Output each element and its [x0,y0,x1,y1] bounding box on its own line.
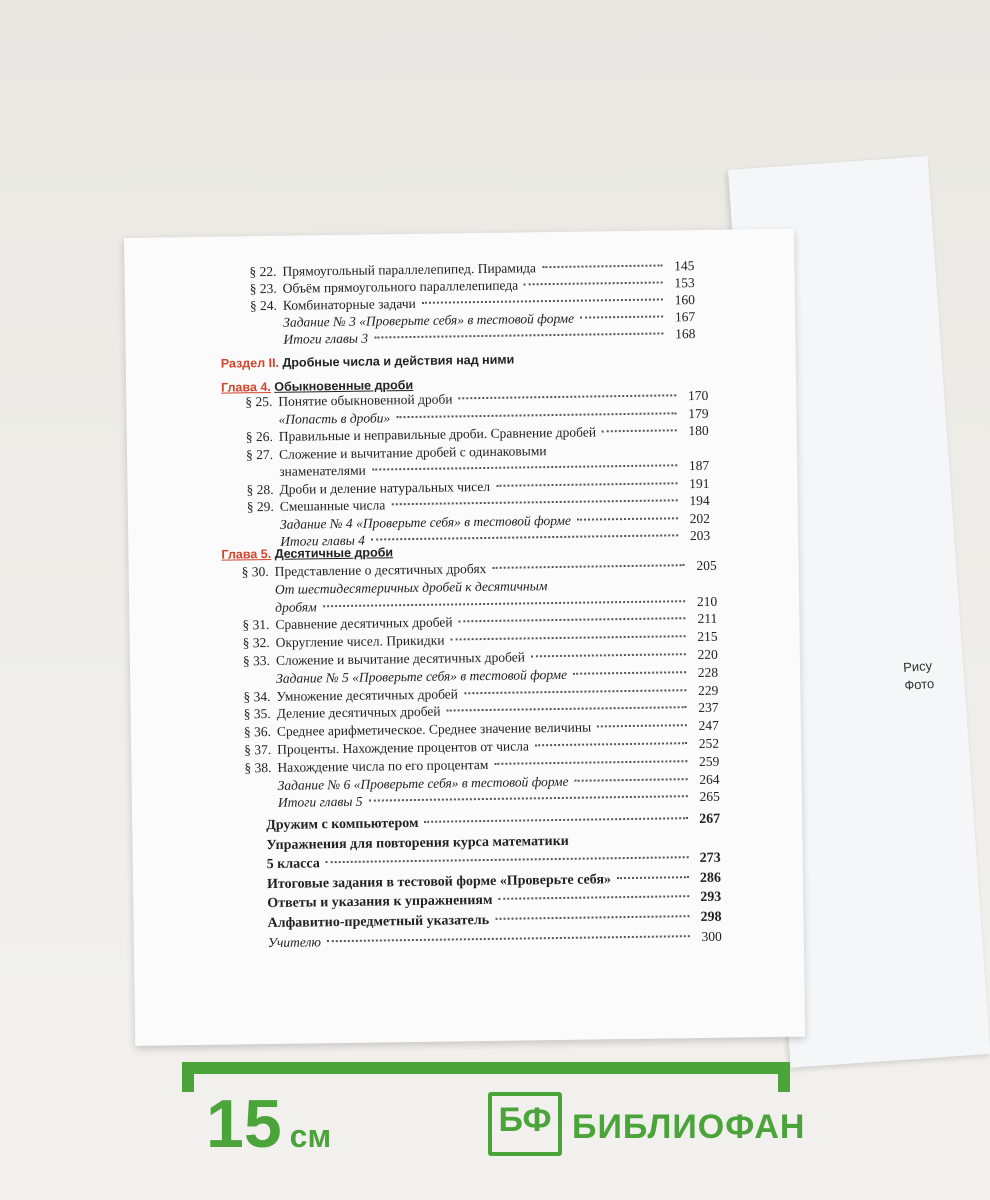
brand-logo-text: БФ [498,1101,552,1139]
toc-entry-page: 210 [696,593,718,609]
toc-entry-title: дробям [275,598,317,615]
toc-entry-title: Итоги главы 3 [283,330,369,347]
adjacent-text-line-2: Фото [903,675,935,693]
toc-leader-dots [575,778,688,782]
toc-entry-title: Итоги главы 4 [280,532,366,549]
toc-entry-title: Задание № 6 «Проверьте себя» в тестовой форме [277,773,569,793]
size-label [206,1085,331,1163]
chapter4-prefix: Глава 4. [221,379,271,395]
toc-entry-title: Алфавитно-предметный указатель [267,912,490,931]
toc-entry-number: § 29. [246,498,274,515]
adjacent-page-text [903,657,935,695]
toc-leader-dots [498,895,689,900]
toc-entry-title: Задание № 5 «Проверьте себя» в тестовой форме [276,666,568,686]
adjacent-text-line-1: Рису [902,657,933,675]
toc-entry-page: 215 [697,628,718,645]
toc-leader-dots [447,707,687,712]
toc-entry-title: Понятие обыкновенной дроби [278,391,453,409]
toc-entry-page: 237 [698,700,719,716]
toc-entry-page: 180 [688,422,709,439]
toc-entry-page: 167 [674,309,696,325]
toc-entry-page: 170 [687,387,709,404]
toc-leader-dots [458,394,676,399]
toc-entry-page: 203 [689,527,711,544]
toc-entry-title: Итоговые задания в тестовой форме «Проверьте себя» [266,871,612,892]
toc-entry-number: § 33. [242,653,271,669]
size-unit: см [289,1118,332,1154]
toc-entry-number: § 34. [243,688,271,704]
toc-entry-page: 153 [674,275,695,291]
toc-entry-number: § 22. [249,263,277,280]
toc-leader-dots [369,796,688,802]
toc-leader-dots [531,653,686,657]
toc-entry-page: 298 [700,909,722,925]
toc-entry-title: «Попасть в дроби» [278,409,391,427]
toc-entry-page: 168 [675,326,696,342]
toc-entry-number [224,807,272,808]
toc-entry-number [235,344,277,345]
toc-leader-dots [327,935,690,942]
section-heading [221,353,515,371]
toc-leader-dots [323,600,685,607]
toc-entry-title: Ответы и указания к упражнениям [267,892,493,912]
chapter5-heading [221,545,393,561]
toc-entry-number: § 31. [242,617,270,633]
chapter4-title: Обыкновенные дроби [274,377,414,394]
toc-leader-dots [372,464,677,470]
toc-entry-page: 228 [697,664,719,680]
toc-entry-title: Сложение и вычитание дробей с одинаковыми [278,442,547,462]
toc-entry-number: § 23. [249,280,277,297]
toc-entry-page: 273 [699,850,721,867]
toc-entry-number: § 26. [245,428,273,445]
toc-entry-title: Правильные и неправильные дроби. Сравнение дробей [278,424,597,444]
toc-leader-dots [391,499,677,505]
toc-entry-title: Округление чисел. Прикидки [275,632,445,651]
toc-leader-dots [450,635,685,640]
toc-leader-dots [580,315,663,318]
size-value: 15 [206,1086,282,1162]
toc-entry-page: 229 [698,682,719,698]
toc-entry-page: 211 [697,611,718,627]
toc-leader-dots [617,876,689,879]
toc-entry-page: 300 [701,928,722,945]
toc-entry-title: Нахождение числа по его процентам [277,756,489,775]
toc-entry-page: 286 [699,870,722,886]
toc-entry-title: Дроби и деление натуральных чисел [279,478,491,497]
toc-entry-number [220,829,260,830]
toc-entry-title: Комбинаторные задачи [282,295,416,313]
brand-logo [488,1092,562,1156]
toc-entry-title: Прямоугольный параллелепипед. Пирамида [282,260,537,279]
toc-entry-title: знаменателями [279,462,366,479]
toc-leader-dots [602,429,677,432]
toc-leader-dots [492,564,684,569]
toc-leader-dots [495,915,689,920]
toc-entry-number [235,327,277,328]
toc-entry-number [221,868,261,869]
toc-entry-page: 194 [689,492,710,509]
toc-entry-number: § 25. [245,393,273,410]
toc-entry-number [222,927,262,928]
toc-entry-page: 247 [698,717,719,734]
section-prefix: Раздел II. [220,355,280,371]
toc-entry-page: 293 [700,889,722,906]
toc-entry-title: Среднее арифметическое. Среднее значение величины [276,719,592,740]
toc-entry-title: Дружим с компьютером [266,815,419,834]
toc-leader-dots [464,689,686,694]
toc-entry-title: Итоги главы 5 [277,794,363,811]
toc-entry-title: Деление десятичных дробей [276,704,441,722]
toc-leader-dots [496,482,677,487]
toc-leader-dots [422,298,663,303]
toc-entry-number [221,907,261,908]
chapter5-title: Десятичные дроби [274,545,394,561]
toc-leader-dots [374,332,663,338]
toc-entry-number [231,476,273,477]
toc-entry-number [221,849,261,850]
toc-entry-title: Умножение десятичных дробей [276,685,459,704]
toc-entry-number: § 35. [243,706,271,722]
toc-entry-page: 205 [696,557,717,574]
toc-entry-page: 160 [674,292,696,308]
toc-entry-number [224,790,272,791]
toc-entry-title: Сравнение десятичных дробей [275,614,453,633]
toc-leader-dots [573,671,686,675]
toc-entry-page: 191 [689,475,710,491]
toc-leader-dots [494,760,687,765]
toc-entry-page: 264 [699,771,720,787]
toc-leader-dots [371,534,678,540]
toc-entry-number: § 28. [246,481,274,497]
toc-entry-number: § 38. [244,759,272,776]
brand-name: БИБЛИОФАН [572,1108,806,1146]
toc-entry-page: 187 [688,457,710,474]
toc-leader-dots [577,517,678,520]
toc-entry-page: 179 [688,405,709,421]
toc-entry-number [232,528,274,529]
toc-leader-dots [424,817,688,823]
toc-leader-dots [326,856,689,863]
toc-entry-page: 220 [697,646,718,663]
book-page [124,229,805,1046]
toc-entry-title: 5 класса [266,856,320,873]
toc-entry-page: 259 [699,753,720,769]
toc-entry-page: 202 [689,510,711,526]
toc-entry-title: Проценты. Нахождение процентов от числа [277,738,530,757]
toc-entry-number: § 24. [249,297,278,314]
toc-entry-title: Представление о десятичных дробях [274,560,487,579]
toc-entry-number: § 37. [244,741,272,758]
toc-leader-dots [542,264,662,268]
toc-leader-dots [396,412,676,418]
toc-entry-number: § 27. [245,446,274,462]
chapter5-prefix: Глава 5. [221,546,272,562]
toc-entry-page: 267 [699,811,721,828]
toc-entry-title: Задание № 3 «Проверьте себя» в тестовой форме [283,310,575,330]
toc-entry-title: Упражнения для повторения курса математики [266,833,569,853]
toc-entry-number [231,423,273,424]
toc-entry-number: § 30. [241,564,269,580]
toc-entry-number [221,612,269,613]
toc-entry-page: 252 [698,735,720,752]
toc-leader-dots [524,281,663,285]
toc-entry-title: Сложение и вычитание десятичных дробей [275,649,526,668]
toc-leader-dots [597,724,687,727]
toc-entry-page: 145 [674,258,695,274]
toc-entry-page: 265 [699,789,720,805]
toc-entry-title: Смешанные числа [279,497,386,514]
toc-entry-number: § 32. [242,635,270,651]
toc-entry-title: Объём прямоугольного параллелепипеда [282,277,519,296]
toc-leader-dots [459,618,686,623]
toc-entry-number [221,594,269,595]
toc-leader-dots [535,742,687,746]
toc-entry-number [221,888,261,889]
toc-entry-title: Учителю [267,934,322,951]
toc-entry-number: § 36. [243,724,272,740]
toc-entry-title: От шестидесятеричных дробей к десятичным [274,577,548,597]
toc-entry-number [222,947,262,948]
section-title: Дробные числа и действия над ними [282,352,515,370]
toc-entry-title: Задание № 4 «Проверьте себя» в тестовой форме [279,512,572,532]
toc-entry-number [222,683,270,684]
